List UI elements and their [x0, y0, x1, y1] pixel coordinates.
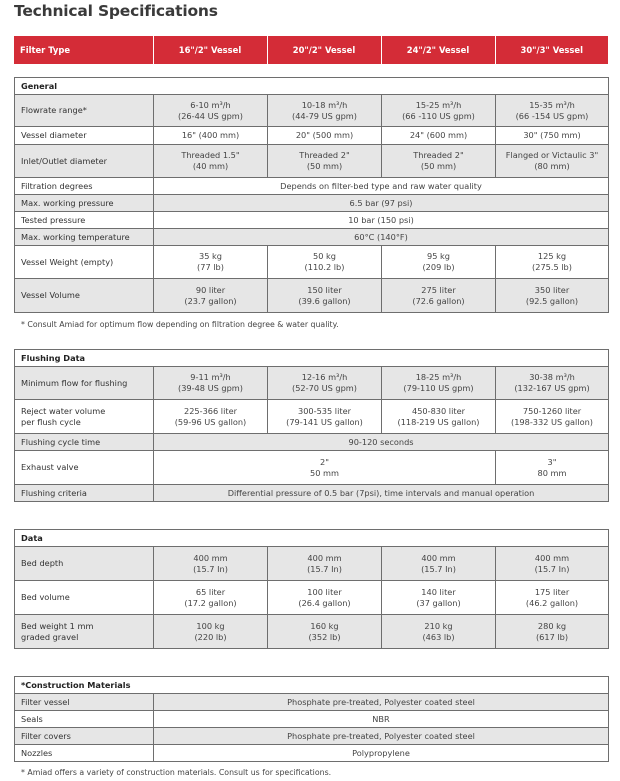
inlet-value: Threaded 2" (50 mm): [382, 145, 496, 178]
diameter-value: 30" (750 mm): [496, 127, 609, 145]
construction-footnote: * Amiad offers a variety of construction materials. Consult us for specifications.: [21, 768, 332, 777]
nozzles-label: Nozzles: [15, 745, 154, 762]
diameter-value: 20" (500 mm): [268, 127, 382, 145]
vessel-20-header: 20"/2" Vessel: [267, 36, 381, 64]
bed-volume-label: Bed volume: [15, 581, 154, 615]
criteria-value: Differential pressure of 0.5 bar (7psi), time intervals and manual operation: [154, 485, 609, 502]
bed-depth-value: 400 mm (15.7 In): [154, 547, 268, 581]
max-pressure-label: Max. working pressure: [15, 195, 154, 212]
flowrate-value: 6-10 m³/h (26-44 US gpm): [154, 95, 268, 127]
tested-pressure-value: 10 bar (150 psi): [154, 212, 609, 229]
volume-value: 150 liter (39.6 gallon): [268, 279, 382, 313]
inlet-value: Flanged or Victaulic 3" (80 mm): [496, 145, 609, 178]
weight-value: 125 kg (275.5 lb): [496, 246, 609, 279]
general-heading: General: [15, 78, 609, 95]
reject-value: 225-366 liter (59-96 US gallon): [154, 400, 268, 434]
general-footnote: * Consult Amiad for optimum flow depending on filtration degree & water quality.: [21, 320, 339, 329]
weight-value: 50 kg (110.2 lb): [268, 246, 382, 279]
filter-covers-label: Filter covers: [15, 728, 154, 745]
tested-pressure-label: Tested pressure: [15, 212, 154, 229]
diameter-label: Vessel diameter: [15, 127, 154, 145]
vessel-16-header: 16"/2" Vessel: [153, 36, 267, 64]
inlet-label: Inlet/Outlet diameter: [15, 145, 154, 178]
cycle-label: Flushing cycle time: [15, 434, 154, 451]
volume-label: Vessel Volume: [15, 279, 154, 313]
volume-value: 90 liter (23.7 gallon): [154, 279, 268, 313]
cycle-value: 90-120 seconds: [154, 434, 609, 451]
vessel-header: [14, 36, 608, 64]
bed-weight-value: 280 kg (617 lb): [496, 615, 609, 649]
min-flow-value: 30-38 m³/h (132-167 US gpm): [496, 367, 609, 400]
reject-value: 450-830 liter (118-219 US gallon): [382, 400, 496, 434]
flowrate-value: 15-25 m³/h (66 -110 US gpm): [382, 95, 496, 127]
general-table: [14, 77, 609, 313]
reject-value: 300-535 liter (79-141 US gallon): [268, 400, 382, 434]
bed-depth-value: 400 mm (15.7 In): [268, 547, 382, 581]
flowrate-value: 10-18 m³/h (44-79 US gpm): [268, 95, 382, 127]
volume-value: 350 liter (92.5 gallon): [496, 279, 609, 313]
reject-value: 750-1260 liter (198-332 US gallon): [496, 400, 609, 434]
min-flow-value: 9-11 m³/h (39-48 US gpm): [154, 367, 268, 400]
exhaust-large-value: 3" 80 mm: [496, 451, 609, 485]
weight-label: Vessel Weight (empty): [15, 246, 154, 279]
weight-value: 35 kg (77 lb): [154, 246, 268, 279]
bed-depth-value: 400 mm (15.7 In): [382, 547, 496, 581]
bed-depth-label: Bed depth: [15, 547, 154, 581]
diameter-value: 16" (400 mm): [154, 127, 268, 145]
page-title: Technical Specifications: [14, 2, 218, 20]
filtration-value: Depends on filter-bed type and raw water quality: [154, 178, 609, 195]
min-flow-label: Minimum flow for flushing: [15, 367, 154, 400]
max-pressure-value: 6.5 bar (97 psi): [154, 195, 609, 212]
filter-covers-value: Phosphate pre-treated, Polyester coated steel: [154, 728, 609, 745]
min-flow-value: 18-25 m³/h (79-110 US gpm): [382, 367, 496, 400]
nozzles-value: Polypropylene: [154, 745, 609, 762]
max-temp-label: Max. working temperature: [15, 229, 154, 246]
weight-value: 95 kg (209 lb): [382, 246, 496, 279]
vessel-30-header: 30"/3" Vessel: [495, 36, 608, 64]
bed-depth-value: 400 mm (15.7 In): [496, 547, 609, 581]
seals-value: NBR: [154, 711, 609, 728]
inlet-value: Threaded 2" (50 mm): [268, 145, 382, 178]
bed-weight-value: 100 kg (220 lb): [154, 615, 268, 649]
criteria-label: Flushing criteria: [15, 485, 154, 502]
construction-table: [14, 676, 609, 762]
filter-type-header: Filter Type: [14, 36, 153, 64]
filtration-label: Filtration degrees: [15, 178, 154, 195]
bed-volume-value: 175 liter (46.2 gallon): [496, 581, 609, 615]
vessel-24-header: 24"/2" Vessel: [381, 36, 495, 64]
exhaust-small-value: 2" 50 mm: [154, 451, 496, 485]
filter-vessel-label: Filter vessel: [15, 694, 154, 711]
min-flow-value: 12-16 m³/h (52-70 US gpm): [268, 367, 382, 400]
bed-volume-value: 65 liter (17.2 gallon): [154, 581, 268, 615]
diameter-value: 24" (600 mm): [382, 127, 496, 145]
flushing-heading: Flushing Data: [15, 350, 609, 367]
bed-weight-value: 210 kg (463 lb): [382, 615, 496, 649]
flowrate-value: 15-35 m³/h (66 -154 US gpm): [496, 95, 609, 127]
bed-volume-value: 140 liter (37 gallon): [382, 581, 496, 615]
inlet-value: Threaded 1.5" (40 mm): [154, 145, 268, 178]
flowrate-label: Flowrate range*: [15, 95, 154, 127]
volume-value: 275 liter (72.6 gallon): [382, 279, 496, 313]
max-temp-value: 60°C (140°F): [154, 229, 609, 246]
filter-vessel-value: Phosphate pre-treated, Polyester coated steel: [154, 694, 609, 711]
data-table: [14, 529, 609, 649]
reject-label: Reject water volume per flush cycle: [15, 400, 154, 434]
data-heading: Data: [15, 530, 609, 547]
flushing-table: [14, 349, 609, 502]
construction-heading: *Construction Materials: [15, 677, 609, 694]
seals-label: Seals: [15, 711, 154, 728]
bed-weight-label: Bed weight 1 mm graded gravel: [15, 615, 154, 649]
exhaust-label: Exhaust valve: [15, 451, 154, 485]
bed-weight-value: 160 kg (352 lb): [268, 615, 382, 649]
bed-volume-value: 100 liter (26.4 gallon): [268, 581, 382, 615]
